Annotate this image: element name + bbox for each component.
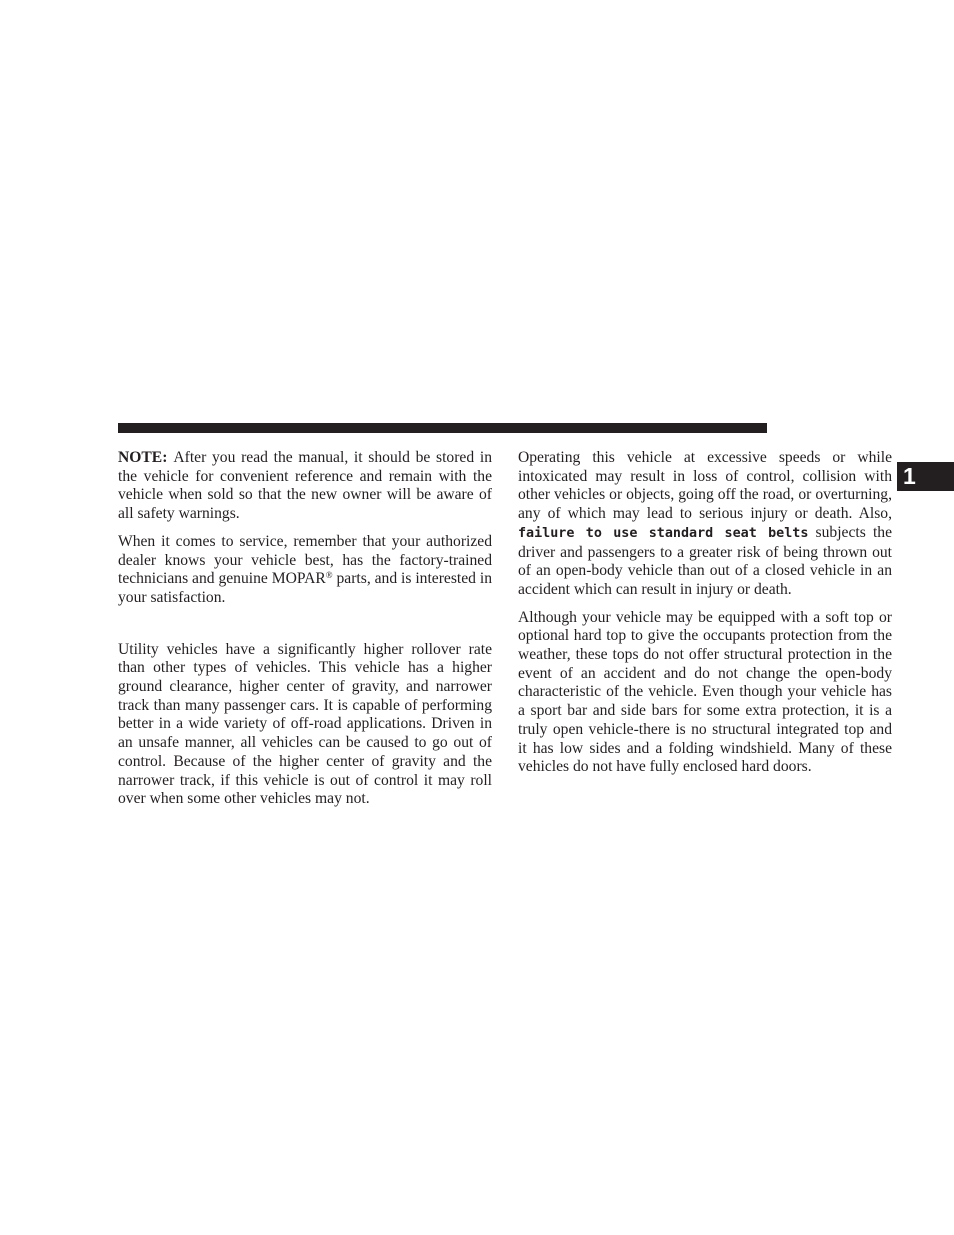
right-column: [518, 449, 892, 777]
section-tab: [897, 462, 954, 491]
note-label: NOTE:: [118, 449, 168, 466]
service-text-after: parts, and is interested in your satisfaction.: [118, 570, 492, 606]
header-rule: [118, 423, 767, 433]
note-paragraph: [118, 449, 492, 524]
soft-top-paragraph: Although your vehicle may be equipped with a soft top or optional hard top to give the occupants protection from the weather, these tops do not offer structural protection in the event of an accident and do not change the open-body characteristic of the vehicle. Even though your vehicle has a sport bar and side bars for some extra protection, it is a truly open vehicle-there is no structural integrated top and it has low sides and a folding windshield. Many of these vehicles do not have fully enclosed hard doors.: [518, 608, 892, 776]
registered-mark: ®: [325, 570, 333, 581]
operating-text-after: subjects the driver and passengers to a greater risk of being thrown out of an open-body vehicle than out of a closed vehicle in an accident which can result in injury or death.: [518, 523, 892, 598]
operating-paragraph: [518, 449, 892, 600]
seat-belt-emphasis: failure to use standard seat belts: [518, 525, 809, 541]
section-number: 1: [903, 463, 916, 489]
note-text: After you read the manual, it should be stored in the vehicle for convenient reference and remain with the vehicle when sold so that the new owner will be aware of all safety warnings.: [118, 449, 492, 523]
service-text-before: When it comes to service, remember that your authorized dealer knows your vehicle best, has the factory-trained technicians and genuine MOPAR: [118, 532, 492, 588]
service-paragraph: [118, 533, 492, 608]
operating-text-before: Operating this vehicle at excessive speeds or while intoxicated may result in loss of control, collision with other vehicles or objects, going off the road, or overturning, any of which may lead to serious injury or death. Also,: [518, 449, 892, 523]
rollover-paragraph: Utility vehicles have a significantly higher rollover rate than other types of vehicles. This vehicle has a higher ground clearance, higher center of gravity, and narrower track than many passenger cars. It is capable of performing better in a wide variety of off-road applications. Driven in an unsafe manner, all vehicles can be caused to go out of control. Because of the higher center of gravity and the narrower track, if this vehicle is out of control it may roll over when some other vehicles may not.: [118, 640, 492, 808]
left-column: [118, 449, 492, 809]
